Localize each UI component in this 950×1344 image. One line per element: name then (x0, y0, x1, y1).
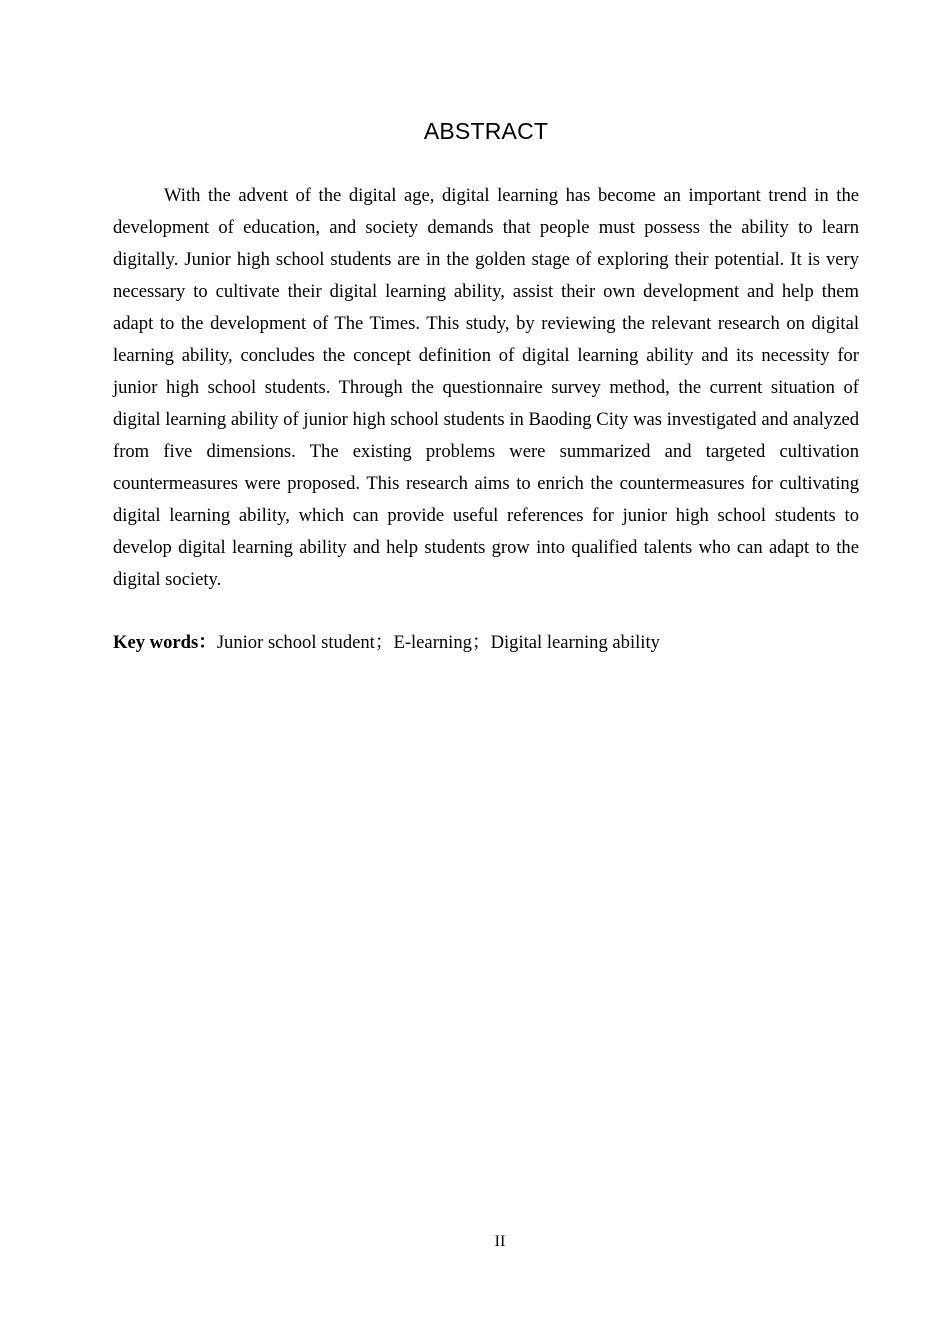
keyword-separator: ； (374, 632, 394, 653)
abstract-paragraph: With the advent of the digital age, digital learning has become an important trend in the development of education, and society demands that people must possess the ability to learn digitally. Junior high school students are in the golden stage of exploring their potential. It is very necessary to cultivate their digital learning ability, assist their own development and help them adapt to the development of The Times. This study, by reviewing the relevant research on digital learning ability, concludes the concept definition of digital learning ability and its necessity for junior high school students. Through the questionnaire survey method, the current situation of digital learning ability of junior high school students in Baoding City was investigated and analyzed from five dimensions. The existing problems were summarized and targeted cultivation countermeasures were proposed. This research aims to enrich the countermeasures for cultivating digital learning ability, which can provide useful references for junior high school students to develop digital learning ability and help students grow into qualified talents who can adapt to the digital society. (113, 185, 859, 590)
keywords-label: Key words： (113, 632, 217, 653)
keyword-item: Digital learning ability (490, 632, 660, 653)
page-number: II (494, 1233, 506, 1250)
keyword-separator: ； (471, 632, 491, 653)
keywords-line (113, 627, 859, 659)
keyword-item: E-learning (393, 632, 472, 653)
abstract-title: ABSTRACT (423, 118, 549, 144)
keyword-item: Junior school student (216, 632, 375, 653)
